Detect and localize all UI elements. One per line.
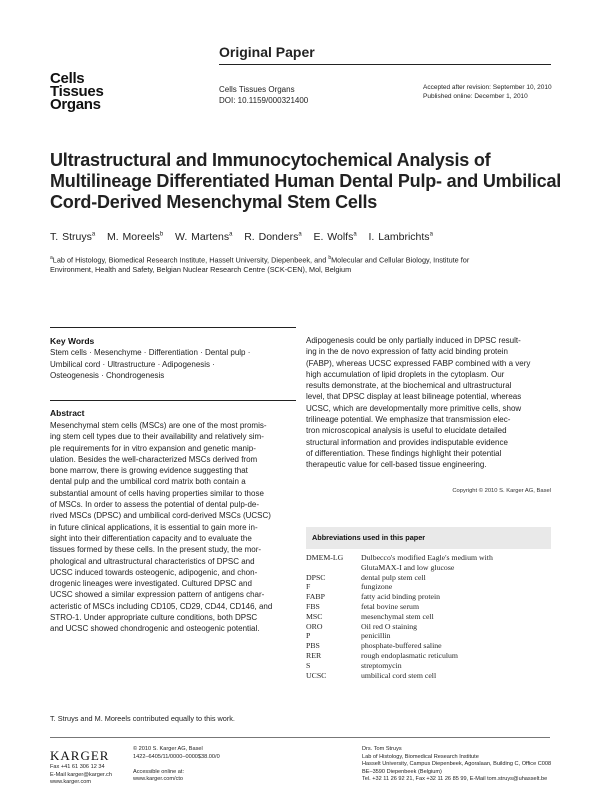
- abbreviation-row: FBS fetal bovine serum: [306, 601, 420, 611]
- publisher-logo: KARGER: [50, 748, 110, 763]
- article-dates: [423, 83, 552, 101]
- abbreviation-row: PBS phosphate-buffered saline: [306, 641, 442, 651]
- journal-info: [219, 84, 308, 106]
- abstract-heading: Abstract: [50, 408, 85, 418]
- abbreviation-row: DPSC dental pulp stem cell: [306, 572, 426, 582]
- article-title: Ultrastructural and Immunocytochemical Analysis of Multilineage Differentiated Human Dental Pulp- and Umbilical Cord-Derived Mesenchymal Stem Cells: [50, 150, 562, 212]
- contribution-footnote: T. Struys and M. Moreels contributed equally to this work.: [50, 714, 235, 723]
- abbreviation-row: F fungizone: [306, 582, 393, 592]
- abbreviation-row: UCSC umbilical cord stem cell: [306, 670, 437, 680]
- author: E. Wolfs$^a$: [313, 231, 357, 243]
- keywords-heading: Key Words: [50, 336, 95, 346]
- abbreviation-row: P penicillin: [306, 631, 391, 641]
- publication-info: © 2010 S. Karger AG, Basel 1422–6405/11/0000–0000$38.00/0 Accessible online at: www.karger.com/cto: [133, 746, 220, 783]
- journal-website-link[interactable]: www.karger.com/cto: [133, 776, 184, 783]
- accepted-date: Accepted after revision: September 10, 2010: [423, 84, 552, 91]
- journal-name: Cells Tissues Organs: [219, 85, 295, 94]
- abbreviation-row: MSC mesenchymal stem cell: [306, 611, 434, 621]
- author-list: [50, 231, 433, 243]
- abstract-continuation: Adipogenesis could be only partially induced in DPSC result- ing in the de novo expression of fatty acid binding protein (FABP), whereas UCSC expressed FABP combined with a very high accumulation of lipid droplets in the cytoplasm. Our results demonstrate, at the biochemical and ultrastructural level, that DPSC display at least bilineage potential, whereas UCSC, which are developmentally more primitive cells, show trilineage potential. We emphasize that transmission elec- tron microscopical analysis is useful to elucidate detailed structural information and provides indisputable evidence of differentiation. These findings highlight their potential therapeutic value for cell-based tissue engineering.: [306, 336, 531, 470]
- abbreviation-row: S streptomycin: [306, 660, 402, 670]
- logo-line-1: Cells: [50, 70, 85, 87]
- abbreviation-row: RER rough endoplasmatic reticulum: [306, 650, 459, 660]
- header-rule: [219, 64, 551, 65]
- author: W. Martens$^a$: [175, 231, 233, 243]
- abbreviation-row: FABP fatty acid binding protein: [306, 592, 441, 602]
- author: T. Struys$^a$: [50, 231, 96, 243]
- publisher-website-link[interactable]: www.karger.com: [50, 779, 92, 786]
- logo-line-3: Organs: [50, 96, 101, 113]
- footer-rule: [50, 737, 550, 738]
- abbreviation-row: DMEM-LG Dulbecco's modified Eagle's medium with: [306, 553, 493, 562]
- logo-line-2: Tissues: [50, 83, 104, 100]
- abstract-body: Mesenchymal stem cells (MSCs) are one of the most promis- ing stem cell types due to their availability and relatively sim- ple requirements for in vitro expansion and genetic manip- ulation. Besides the well-characterized MSCs derived from bone marrow, there is growing evidence suggesting that dental pulp and the umbilical cord matrix both contain a substantial amount of cells having properties similar to those of MSCs. In order to assess the potential of dental pulp-de- rived MSCs (DPSC) and umbilical cord-derived MSCs (UCSC) in future clinical applications, it is essential to gain more in- sight into their differentiation capacity and to evaluate the tissues formed by these cells. In the present study, the mor- phological and ultrastructural characteristics of DPSC and UCSC induced towards osteogenic, adipogenic, and chon- drogenic lineages were investigated. Cultured DPSC and UCSC showed a similar expression pattern of antigens char- acteristic of MSCs including CD105, CD29, CD44, CD146, and STRO-1. Under appropriate culture conditions, both DPSC and UCSC showed chondrogenic and osteogenic potential.: [50, 421, 273, 634]
- article-type-label: Original Paper: [219, 44, 315, 60]
- abbreviations-heading: Abbreviations used in this paper: [312, 533, 426, 542]
- keywords-list: Stem cells · Mesenchyme · Differentiation · Dental pulp · Umbilical cord · Ultrastructure · Adipogenesis · Osteogenesis · Chondrogenesis: [50, 348, 251, 380]
- author: I. Lambrichts$^a$: [368, 231, 433, 243]
- abbreviations-list: [306, 553, 556, 680]
- abstract-rule: [50, 400, 296, 401]
- copyright-notice: Copyright © 2010 S. Karger AG, Basel: [452, 488, 551, 494]
- author: M. Moreels$^b$: [106, 231, 164, 243]
- correspondence-address: Drs. Tom Struys Lab of Histology, Biomedical Research Institute Hasselt University, Campus Diepenbeek, Agoralaan, Building C, Office C008 BE–3590 Diepenbeek (Belgium) Tel. +32 11 26 92 21, Fax +32 11 26 85 99, E-Mail tom.struys@uhasselt.be: [362, 746, 552, 783]
- abbreviation-row: GlutaMAX-I and low glucose: [361, 562, 455, 572]
- published-date: Published online: December 1, 2010: [423, 93, 528, 100]
- keywords-rule: [50, 327, 296, 328]
- journal-logo: [50, 72, 104, 111]
- abbreviation-row: ORO Oil red O staining: [306, 621, 418, 631]
- doi: DOI: 10.1159/000321400: [219, 96, 309, 105]
- author: R. Donders$^a$: [244, 231, 302, 243]
- affiliations: $^a$Lab of Histology, Biomedical Research Institute, Hasselt University, Diepenbeek, and $^b$Molecular and Cellular Biology, Institute for Environment, Health and Safety, Belgian Nuclear Research Centre (SCK-CEN), Mol, Belgium: [50, 255, 470, 275]
- publisher-contact: Fax +41 61 306 12 34 E-Mail karger@karger.ch www.karger.com: [50, 764, 112, 786]
